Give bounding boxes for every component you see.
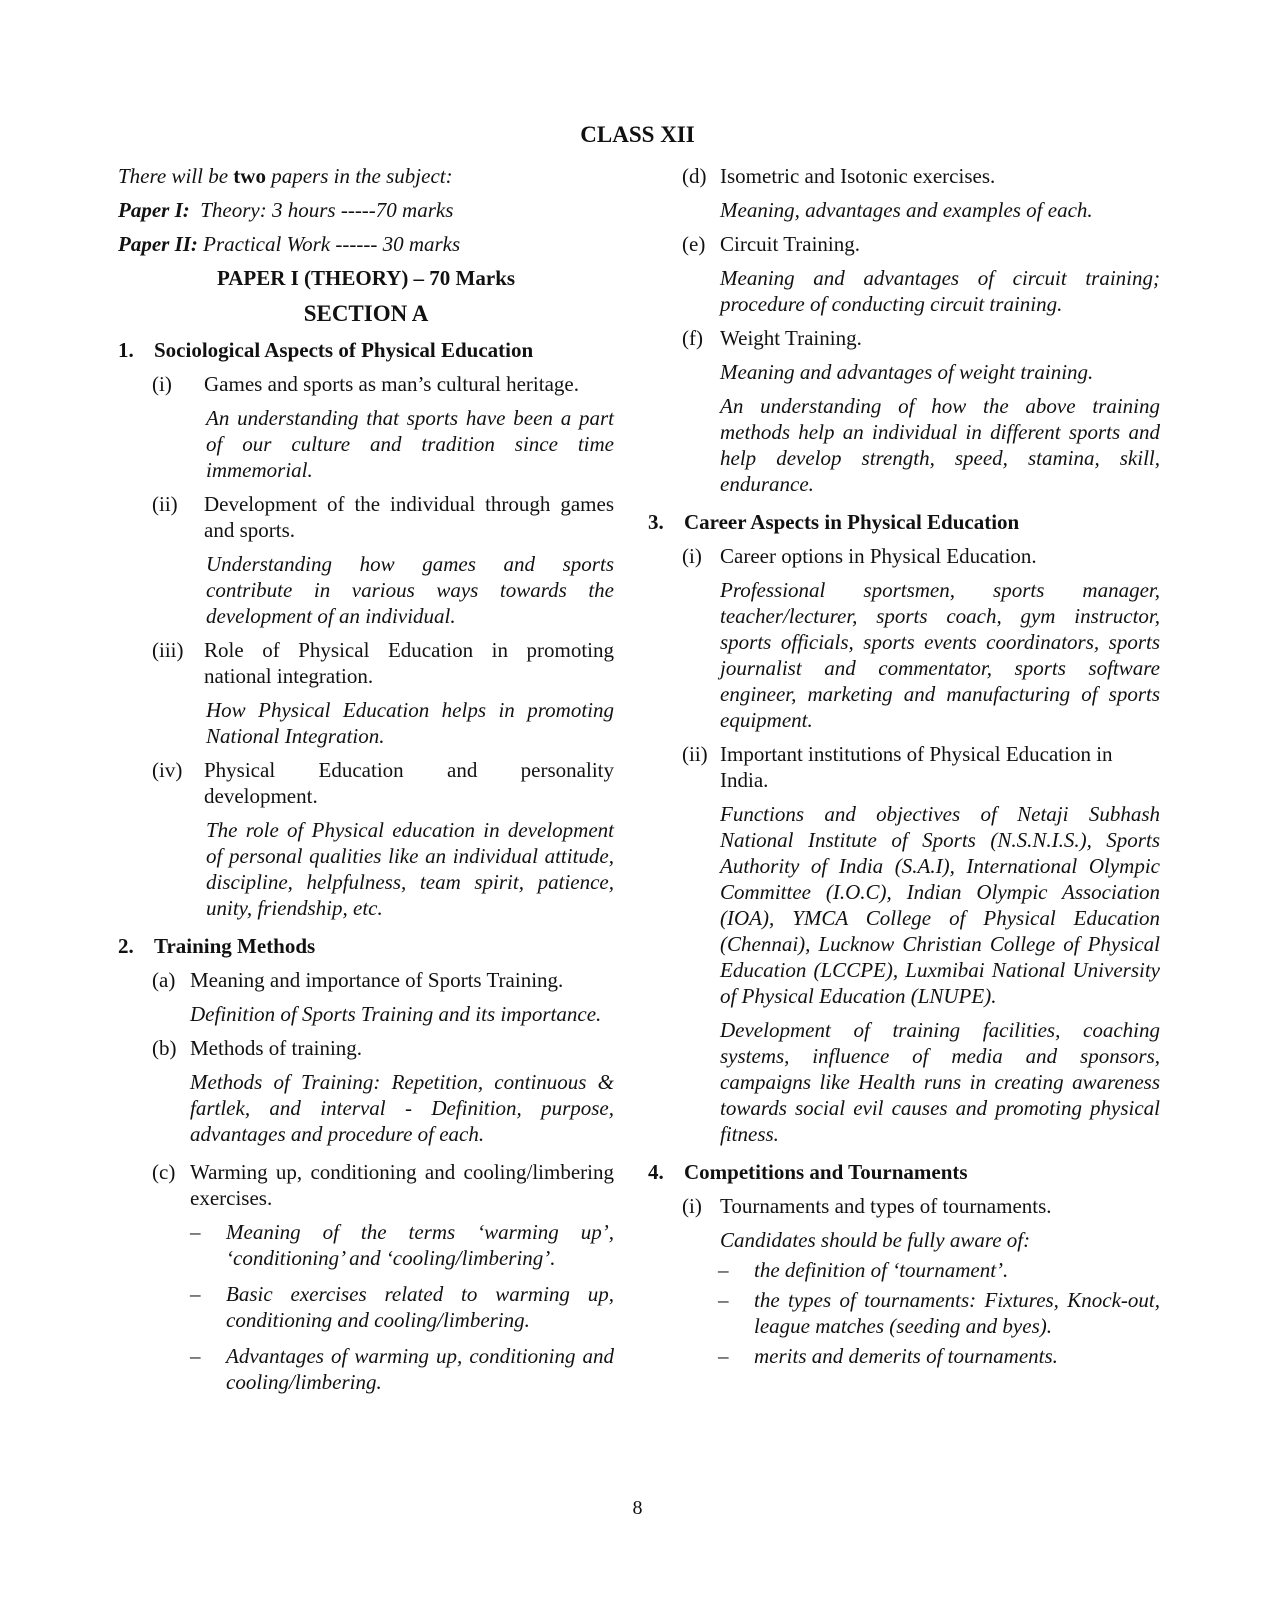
item-text: Role of Physical Education in promoting national integration. — [204, 638, 614, 688]
dash-icon: – — [190, 1220, 201, 1244]
item-label: (f) — [682, 326, 703, 350]
topic-number: 1. — [118, 338, 134, 362]
bullet-text: the types of tournaments: Fixtures, Knock-out, league matches (seeding and byes). — [754, 1288, 1160, 1338]
item-label: (i) — [682, 544, 702, 568]
item-description: Methods of Training: Repetition, continuous & fartlek, and interval - Definition, purpose, advantages and procedure of each. — [190, 1070, 614, 1146]
bullet-list — [190, 1219, 614, 1395]
topic-number: 3. — [648, 510, 664, 534]
item-label: (e) — [682, 232, 706, 256]
topic-heading — [118, 933, 614, 959]
paper1-label: Paper I: — [118, 198, 190, 222]
item-label: (b) — [152, 1036, 177, 1060]
bullet-text: Advantages of warming up, conditioning and cooling/limbering. — [226, 1344, 614, 1394]
item-description: Meaning, advantages and examples of each. — [720, 198, 1093, 222]
page-number: 8 — [632, 1497, 643, 1519]
item-text: Warming up, conditioning and cooling/limbering exercises. — [190, 1160, 614, 1210]
dash-icon: – — [718, 1344, 729, 1368]
list-item — [152, 491, 614, 543]
item-description: The role of Physical education in development of personal qualities like an individual attitude, discipline, helpfulness, team spirit, patience, unity, friendship, etc. — [206, 818, 614, 920]
bullet-item — [718, 1257, 1160, 1283]
bullet-text: merits and demerits of tournaments. — [754, 1344, 1058, 1368]
item-description: An understanding that sports have been a part of our culture and tradition since time immemorial. — [206, 406, 614, 482]
intro-text: There will be — [118, 164, 234, 188]
topic-title: Competitions and Tournaments — [684, 1160, 968, 1184]
item-description: Professional sportsmen, sports manager, teacher/lecturer, sports coach, gym instructor, sports officials, sports events coordinators, sports journalist and commentator, sports software engineer, marketing and manufacturing of sports equipment. — [720, 578, 1160, 732]
item-label: (a) — [152, 968, 176, 992]
dash-icon: – — [718, 1258, 729, 1282]
list-item — [682, 1193, 1160, 1219]
list-item — [682, 543, 1160, 569]
item-text: Meaning and importance of Sports Training. — [190, 968, 564, 992]
item-description: Candidates should be fully aware of: — [720, 1228, 1031, 1252]
item-label: (i) — [682, 1194, 702, 1218]
topic-title: Training Methods — [154, 934, 316, 958]
item-description: Development of training facilities, coaching systems, influence of media and sponsors, campaigns like Health runs in creating awareness towards social evil causes and promoting physical fitness. — [720, 1018, 1160, 1146]
item-description: An understanding of how the above training methods help an individual in different sports and help develop strength, speed, stamina, skill, endurance. — [720, 394, 1160, 496]
dash-icon: – — [190, 1344, 201, 1368]
bullet-item — [190, 1219, 614, 1271]
list-item — [152, 757, 614, 809]
bullet-item — [190, 1281, 614, 1333]
item-label: (iii) — [152, 638, 184, 662]
intro-bold-word: two — [233, 164, 266, 188]
item-label: (c) — [152, 1160, 176, 1184]
list-item — [152, 1035, 614, 1061]
item-description: Definition of Sports Training and its importance. — [190, 1002, 602, 1026]
list-item — [152, 1159, 614, 1211]
paper2-label: Paper II: — [118, 232, 198, 256]
topic-heading — [648, 1159, 1160, 1185]
paper1-text: Theory: 3 hours -----70 marks — [189, 198, 454, 222]
item-text: Weight Training. — [720, 326, 862, 350]
topic-number: 4. — [648, 1160, 664, 1184]
list-item — [152, 967, 614, 993]
paper2-line — [118, 231, 614, 257]
topic-heading — [648, 509, 1160, 535]
item-description: Functions and objectives of Netaji Subhash National Institute of Sports (N.S.N.I.S.), Sports Authority of India (S.A.I), International Olympic Committee (I.O.C), Indian Olympic Association (IOA), YMCA College of Physical Education (Chennai), Lucknow Christian College of Physical Education (LCCPE), Luxmibai National University of Physical Education (LNUPE). — [720, 802, 1160, 1008]
intro-line — [118, 163, 614, 189]
bullet-text: the definition of ‘tournament’. — [754, 1258, 1009, 1282]
bullet-item — [718, 1287, 1160, 1339]
paper2-text: Practical Work ------ 30 marks — [197, 232, 461, 256]
list-item — [682, 325, 1160, 351]
item-text: Tournaments and types of tournaments. — [720, 1194, 1052, 1218]
topic-number: 2. — [118, 934, 134, 958]
intro-text-end: papers in the subject: — [265, 164, 453, 188]
item-label: (ii) — [682, 742, 708, 766]
item-text: Career options in Physical Education. — [720, 544, 1037, 568]
topic-title: Sociological Aspects of Physical Education — [154, 338, 534, 362]
item-text: Isometric and Isotonic exercises. — [720, 164, 996, 188]
item-description: Understanding how games and sports contribute in various ways towards the development of an individual. — [206, 552, 614, 628]
list-item — [682, 231, 1160, 257]
item-description: Meaning and advantages of circuit training; procedure of conducting circuit training. — [720, 266, 1160, 316]
topic-heading — [118, 337, 614, 363]
dash-icon: – — [190, 1282, 201, 1306]
list-item — [152, 637, 614, 689]
topic-title: Career Aspects in Physical Education — [684, 510, 1020, 534]
paper1-line — [118, 197, 614, 223]
item-text: Methods of training. — [190, 1036, 363, 1060]
list-item — [682, 163, 1160, 189]
right-column — [648, 163, 1160, 1379]
bullet-item — [718, 1343, 1160, 1369]
left-column — [118, 163, 614, 1405]
item-label: (d) — [682, 164, 707, 188]
dash-icon: – — [718, 1288, 729, 1312]
bullet-item — [190, 1343, 614, 1395]
section-heading: SECTION A — [303, 301, 429, 326]
item-label: (iv) — [152, 758, 183, 782]
page-title: CLASS XII — [580, 122, 695, 147]
item-text: Important institutions of Physical Education in India. — [720, 742, 1113, 792]
item-description: How Physical Education helps in promoting National Integration. — [206, 698, 614, 748]
paper-heading: PAPER I (THEORY) – 70 Marks — [216, 266, 516, 290]
item-text: Games and sports as man’s cultural heritage. — [204, 372, 579, 396]
bullet-text: Basic exercises related to warming up, conditioning and cooling/limbering. — [226, 1282, 614, 1332]
bullet-list — [718, 1257, 1160, 1369]
item-description: Meaning and advantages of weight training. — [720, 360, 1094, 384]
bullet-text: Meaning of the terms ‘warming up’, ‘conditioning’ and ‘cooling/limbering’. — [226, 1220, 614, 1270]
item-label: (i) — [152, 372, 172, 396]
item-text: Physical Education and personality development. — [204, 758, 614, 808]
item-text: Development of the individual through games and sports. — [204, 492, 614, 542]
item-text: Circuit Training. — [720, 232, 861, 256]
list-item — [682, 741, 1160, 793]
item-label: (ii) — [152, 492, 178, 516]
list-item — [152, 371, 614, 397]
